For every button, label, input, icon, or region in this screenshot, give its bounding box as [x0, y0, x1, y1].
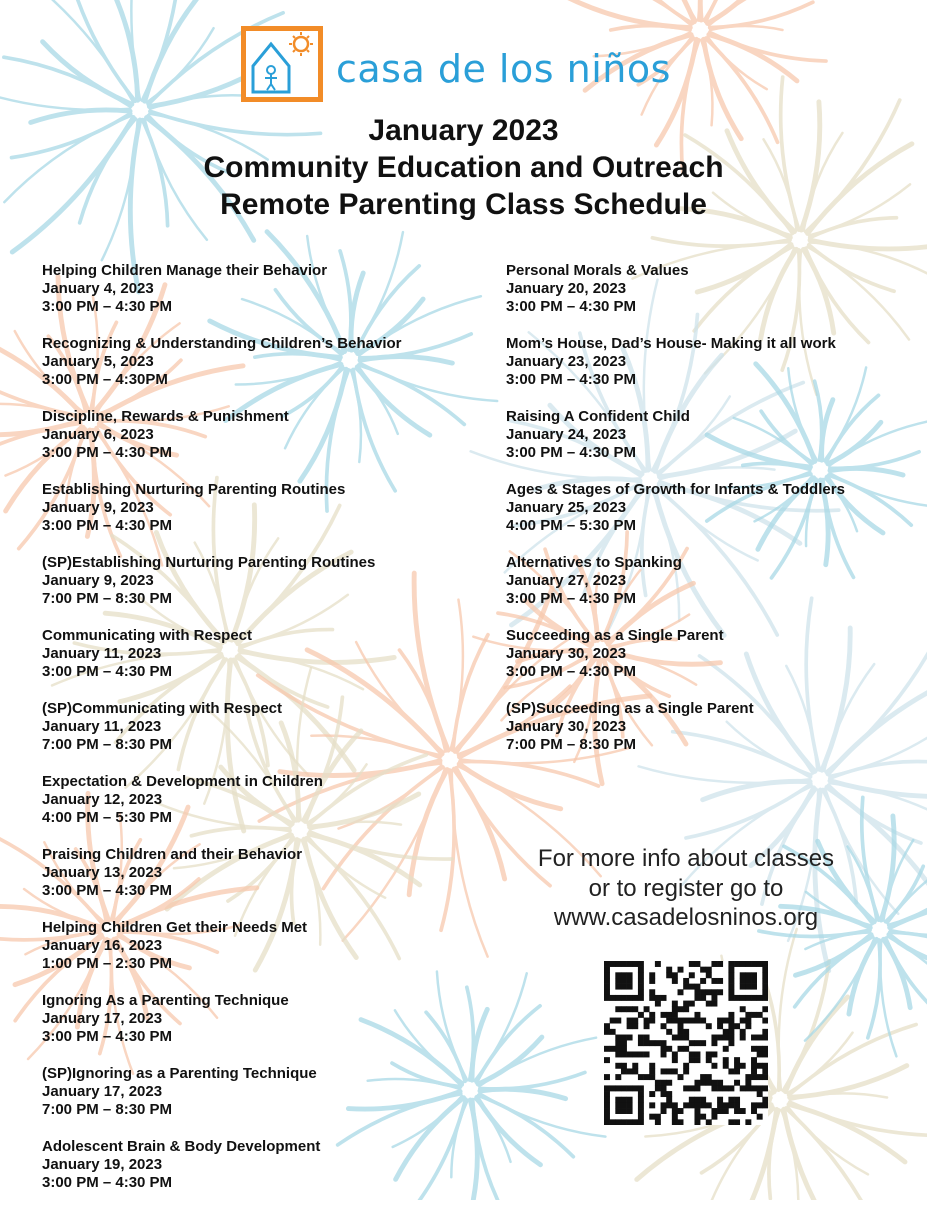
class-time: 3:00 PM – 4:30 PM [42, 298, 173, 316]
class-time: 3:00 PM – 4:30 PM [506, 590, 637, 608]
class-time: 3:00 PM – 4:30PM [42, 371, 168, 389]
class-entry [506, 262, 906, 317]
class-time: 7:00 PM – 8:30 PM [506, 736, 637, 754]
class-entry [42, 262, 482, 317]
class-name: Communicating with Respect [42, 627, 253, 644]
class-name: Personal Morals & Values [506, 262, 689, 279]
class-date: January 30, 2023 [506, 645, 627, 663]
info-line-2: or to register go to [588, 874, 784, 902]
class-name: (SP)Establishing Nurturing Parenting Routines [42, 554, 376, 571]
class-name: (SP)Succeeding as a Single Parent [506, 700, 754, 717]
class-date: January 30, 2023 [506, 718, 627, 736]
class-name: Raising A Confident Child [506, 408, 690, 425]
class-date: January 20, 2023 [506, 280, 627, 298]
class-time: 7:00 PM – 8:30 PM [42, 1101, 173, 1119]
class-date: January 13, 2023 [42, 864, 163, 882]
class-date: January 27, 2023 [506, 572, 627, 590]
class-name: Expectation & Development in Children [42, 773, 323, 790]
class-name: (SP)Communicating with Respect [42, 700, 283, 717]
class-time: 4:00 PM – 5:30 PM [42, 809, 173, 827]
class-entry [42, 554, 482, 609]
class-time: 3:00 PM – 4:30 PM [506, 371, 637, 389]
class-date: January 11, 2023 [42, 645, 162, 663]
class-entry [506, 700, 906, 755]
class-time: 3:00 PM – 4:30 PM [42, 1028, 173, 1046]
schedule-column-left [42, 262, 482, 1211]
info-line-1: For more info about classes [537, 845, 835, 872]
class-entry [42, 481, 482, 536]
class-date: January 12, 2023 [42, 791, 163, 809]
class-name: Discipline, Rewards & Punishment [42, 408, 289, 425]
class-entry [506, 627, 906, 682]
class-name: Recognizing & Understanding Children’s Behavior [42, 335, 402, 352]
class-time: 3:00 PM – 4:30 PM [42, 663, 173, 681]
class-entry [506, 554, 906, 609]
website-link[interactable]: www.casadelosninos.org [553, 904, 819, 931]
class-time: 3:00 PM – 4:30 PM [42, 444, 173, 462]
class-date: January 5, 2023 [42, 353, 154, 371]
class-date: January 9, 2023 [42, 499, 154, 517]
class-name: Helping Children Get their Needs Met [42, 919, 308, 936]
class-entry [42, 1065, 482, 1120]
class-entry [42, 408, 482, 463]
class-date: January 23, 2023 [506, 353, 627, 371]
class-entry [42, 700, 482, 755]
class-time: 3:00 PM – 4:30 PM [42, 1174, 173, 1192]
class-entry [506, 481, 906, 536]
class-entry [42, 627, 482, 682]
class-time: 4:00 PM – 5:30 PM [506, 517, 637, 535]
class-time: 3:00 PM – 4:30 PM [506, 663, 637, 681]
class-date: January 25, 2023 [506, 499, 627, 517]
schedule-column-right [506, 262, 906, 773]
class-time: 3:00 PM – 4:30 PM [506, 298, 637, 316]
class-name: Mom’s House, Dad’s House- Making it all work [506, 335, 836, 352]
class-date: January 17, 2023 [42, 1083, 163, 1101]
logo-wordmark: casa de los niños [336, 47, 671, 91]
class-name: Praising Children and their Behavior [42, 846, 303, 863]
class-entry [506, 335, 906, 390]
class-name: Ignoring As a Parenting Technique [42, 992, 289, 1009]
title-line-month: January 2023 [368, 114, 559, 147]
class-date: January 16, 2023 [42, 937, 163, 955]
qr-code-icon[interactable] [604, 961, 768, 1125]
class-time: 7:00 PM – 8:30 PM [42, 590, 173, 608]
class-name: Helping Children Manage their Behavior [42, 262, 328, 279]
class-entry [42, 992, 482, 1047]
registration-info [500, 844, 872, 933]
class-date: January 11, 2023 [42, 718, 162, 736]
class-name: Alternatives to Spanking [506, 554, 682, 571]
class-time: 1:00 PM – 2:30 PM [42, 955, 173, 973]
class-date: January 9, 2023 [42, 572, 154, 590]
class-entry [42, 773, 482, 828]
class-time: 3:00 PM – 4:30 PM [506, 444, 637, 462]
title-line-department: Community Education and Outreach [203, 151, 724, 184]
class-date: January 24, 2023 [506, 426, 627, 444]
class-time: 7:00 PM – 8:30 PM [42, 736, 173, 754]
page-title [0, 112, 927, 223]
class-date: January 4, 2023 [42, 280, 154, 298]
class-name: Adolescent Brain & Body Development [42, 1138, 321, 1155]
class-name: Succeeding as a Single Parent [506, 627, 724, 644]
class-entry [506, 408, 906, 463]
class-entry [42, 1138, 482, 1193]
class-date: January 17, 2023 [42, 1010, 163, 1028]
class-name: Ages & Stages of Growth for Infants & Toddlers [506, 481, 845, 498]
class-entry [42, 335, 482, 390]
class-time: 3:00 PM – 4:30 PM [42, 517, 173, 535]
class-entry [42, 846, 482, 901]
class-name: Establishing Nurturing Parenting Routines [42, 481, 346, 498]
class-date: January 19, 2023 [42, 1156, 163, 1174]
class-date: January 6, 2023 [42, 426, 154, 444]
class-name: (SP)Ignoring as a Parenting Technique [42, 1065, 317, 1082]
class-entry [42, 919, 482, 974]
house-sun-logo-icon [241, 26, 323, 102]
title-line-schedule: Remote Parenting Class Schedule [220, 188, 707, 221]
class-time: 3:00 PM – 4:30 PM [42, 882, 173, 900]
